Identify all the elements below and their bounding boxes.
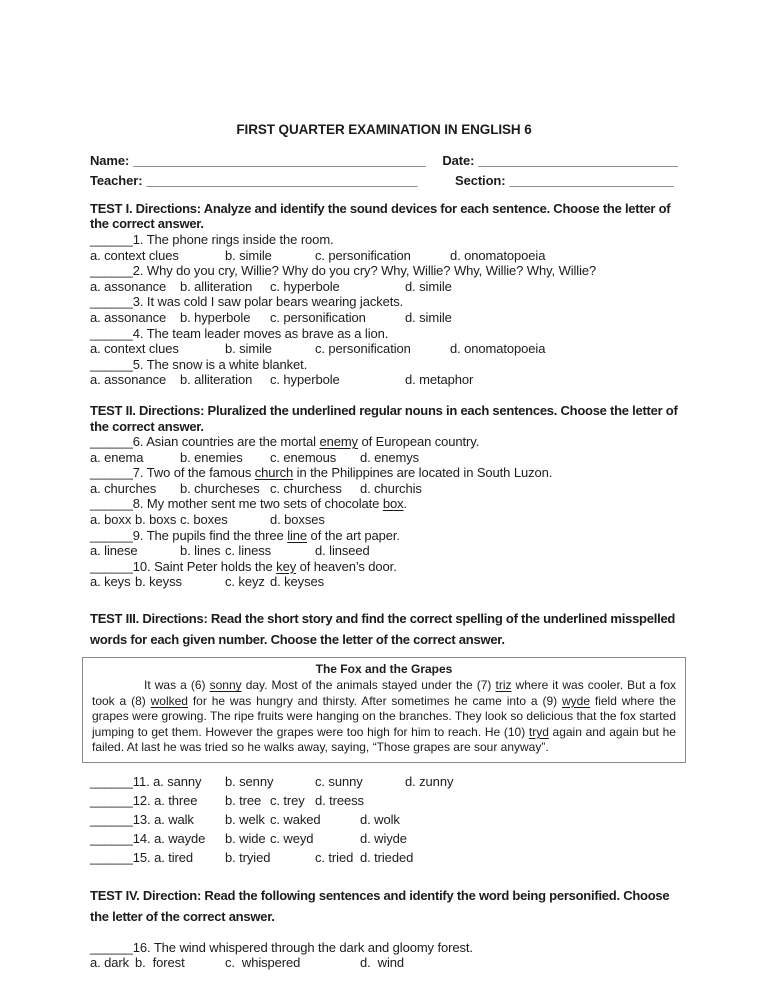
- text-segment: .: [403, 496, 407, 512]
- header-row-2: [90, 173, 678, 189]
- question-options: ______14. a. wayde b. wide c. weyd d. wiyde: [90, 830, 407, 846]
- section-blank-line: _______________________: [509, 173, 674, 189]
- question-options: a. dark b. forest c. whispered d. wind: [90, 955, 405, 971]
- text-segment: ______6. Asian countries are the mortal: [90, 434, 320, 450]
- teacher-blank-line: ______________________________________: [146, 173, 418, 189]
- text-segment: ______7. Two of the famous: [90, 465, 255, 481]
- question-prompt: [90, 434, 678, 450]
- test-heading: TEST I. Directions: Analyze and identify the sound devices for each sentence. Choose the letter of the correct answer.: [90, 200, 671, 232]
- name-label: Name:: [90, 152, 130, 168]
- question-options: a. boxx b. boxs c. boxes d. boxses: [90, 512, 325, 528]
- question-options: a. linese b. lines c. liness d. linseed: [90, 543, 370, 559]
- section-test2: [90, 403, 678, 590]
- underlined-word: tryd: [528, 724, 549, 739]
- question-prompt: [90, 357, 678, 373]
- question-options: a. keys b. keyss c. keyz d. keyses: [90, 574, 325, 590]
- question-options: a. assonance b. hyperbole c. personification d. simile: [90, 309, 452, 325]
- question-prompt: [90, 294, 678, 310]
- question-list: [90, 434, 678, 590]
- underlined-word: line: [287, 527, 308, 543]
- question-options: a. enema b. enemies c. enemous d. enemys: [90, 449, 420, 465]
- text-segment: again and again but he failed. At last he was tried so he walks away, saying, “Those grapes are sour anyway”.: [92, 724, 676, 755]
- underlined-word: sonny: [209, 678, 242, 693]
- text-segment: ______1. The phone rings inside the room.: [90, 231, 334, 247]
- question-options: a. context clues b. simile c. personification d. onomatopoeia: [90, 341, 546, 357]
- test-heading: TEST IV. Direction: Read the following sentences and identify the word being personified. Choose the letter of the correct answer.: [90, 887, 670, 924]
- underlined-word: church: [254, 465, 294, 481]
- text-segment: ______5. The snow is a white blanket.: [90, 356, 308, 372]
- question-prompt: [90, 465, 678, 481]
- question-prompt: [90, 940, 678, 956]
- name-field: [90, 153, 442, 169]
- story-title: The Fox and the Grapes: [315, 662, 453, 677]
- date-blank-line: ____________________________: [478, 152, 678, 168]
- underlined-word: key: [276, 558, 297, 574]
- teacher-field: [90, 173, 455, 189]
- text-segment: of European country.: [357, 434, 480, 450]
- teacher-label: Teacher:: [90, 173, 143, 189]
- question-options: ______11. a. sanny b. senny c. sunny d. zunny: [90, 773, 454, 789]
- sections-container: [90, 201, 678, 971]
- story-box: [82, 657, 686, 763]
- text-segment: ______9. The pupils find the three: [90, 527, 288, 543]
- test-heading: TEST III. Directions: Read the short story and find the correct spelling of the underlined misspelled words for each given number. Choose the letter of the correct answer.: [90, 611, 676, 648]
- text-segment: day. Most of the animals stayed under the (7): [241, 678, 496, 693]
- header-row-1: [90, 153, 678, 169]
- test-heading: TEST II. Directions: Pluralized the underlined regular nouns in each sentences. Choose the letter of the correct answer.: [90, 402, 678, 434]
- page-title: FIRST QUARTER EXAMINATION IN ENGLISH 6: [236, 122, 532, 137]
- text-segment: It was a (6): [144, 678, 210, 693]
- text-segment: ______3. It was cold I saw polar bears wearing jackets.: [90, 294, 404, 310]
- text-segment: ______2. Why do you cry, Willie? Why do you cry? Why, Willie? Why, Willie? Why, Willie?: [90, 263, 597, 279]
- name-blank-line: _________________________________________: [133, 152, 426, 168]
- section-test3: [90, 608, 678, 867]
- underlined-word: box: [382, 496, 404, 512]
- question-list: [90, 232, 678, 388]
- section-field: [455, 173, 673, 189]
- text-segment: ______16. The wind whispered through the dark and gloomy forest.: [90, 939, 473, 955]
- underlined-word: triz: [495, 678, 512, 693]
- question-prompt: [90, 263, 678, 279]
- section-test1: [90, 201, 678, 388]
- text-segment: of heaven’s door.: [296, 558, 397, 574]
- underlined-word: wyde: [562, 693, 591, 708]
- text-segment: for he was hungry and thirsty. After sometimes he came into a (9): [187, 693, 562, 708]
- question-prompt: [90, 326, 678, 342]
- text-segment: ______10. Saint Peter holds the: [90, 558, 277, 574]
- question-options: ______13. a. walk b. welk c. waked d. wolk: [90, 811, 400, 827]
- text-segment: ______4. The team leader moves as brave as a lion.: [90, 325, 389, 341]
- underlined-word: enemy: [319, 434, 358, 450]
- question-prompt: [90, 528, 678, 544]
- text-segment: of the art paper.: [307, 527, 400, 543]
- question-list: [90, 772, 678, 867]
- question-list: [90, 940, 678, 971]
- date-field: [442, 153, 678, 169]
- question-options: a. assonance b. alliteration c. hyperbole d. simile: [90, 278, 452, 294]
- story-paragraph: [92, 678, 676, 756]
- question-options: a. churches b. churcheses c. churchess d. churchis: [90, 480, 422, 496]
- question-prompt: [90, 496, 678, 512]
- section-label: Section:: [455, 173, 506, 189]
- question-options: a. context clues b. simile c. personification d. onomatopoeia: [90, 247, 546, 263]
- text-segment: ______8. My mother sent me two sets of chocolate: [90, 496, 383, 512]
- question-prompt: [90, 232, 678, 248]
- question-options: ______15. a. tired b. tryied c. tried d. trieded: [90, 849, 414, 865]
- text-segment: where it was cooler. But a fox took a (8): [92, 678, 677, 708]
- date-label: Date:: [442, 152, 475, 168]
- text-segment: in the Philippines are located in South Luzon.: [293, 465, 553, 481]
- underlined-word: wolked: [150, 693, 188, 708]
- question-options: a. assonance b. alliteration c. hyperbole d. metaphor: [90, 372, 474, 388]
- section-test4: [90, 885, 678, 971]
- text-segment: field where the grapes were growing. The ripe fruits were hanging on the branches. They look so delicious that the fox started jumping to get them. However the grapes were too high for him to reach. He (10): [92, 693, 676, 739]
- question-prompt: [90, 559, 678, 575]
- question-options: ______12. a. three b. tree c. trey d. treess: [90, 792, 364, 808]
